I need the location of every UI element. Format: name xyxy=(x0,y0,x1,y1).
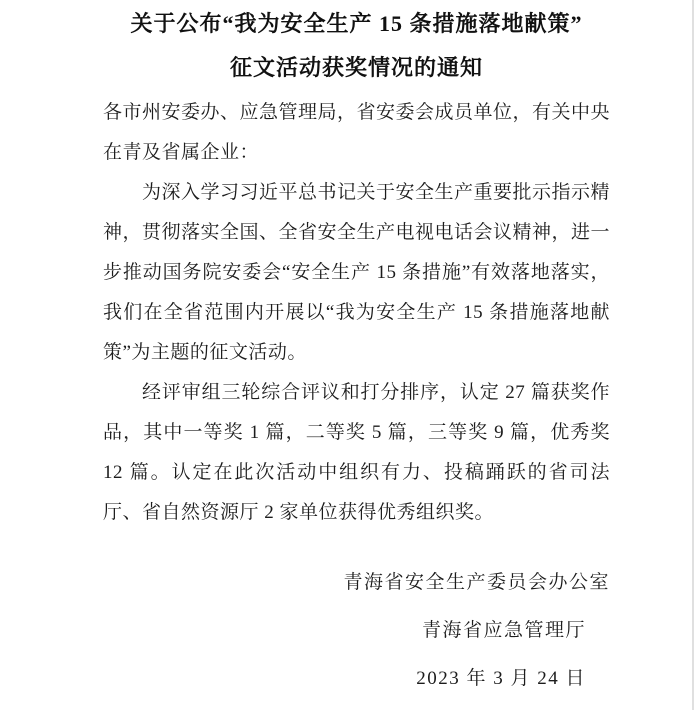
signature-date: 2023 年 3 月 24 日 xyxy=(416,668,586,689)
title-line-1: 关于公布“我为安全生产 15 条措施落地献策” xyxy=(130,11,583,36)
signature-org-2: 青海省应急管理厅 xyxy=(421,620,586,641)
signature-org-1: 青海省安全生产委员会办公室 xyxy=(343,572,610,593)
signature-block xyxy=(103,559,610,703)
document-content xyxy=(103,0,610,703)
page-edge-line xyxy=(692,0,694,710)
body-paragraph-1: 为深入学习习近平总书记关于安全生产重要批示指示精神，贯彻落实全国、全省安全生产电视电话会议精神，进一步推动国务院安委会“安全生产 15 条措施”有效落地落实，我们在全省范围内开展以“我为安全生产 15 条措施落地献策”为主题的征文活动。 xyxy=(103,182,611,363)
salutation: 各市州安委办、应急管理局，省安委会成员单位，有关中央在青及省属企业： xyxy=(103,102,611,163)
document-title xyxy=(103,2,610,90)
title-line-2: 征文活动获奖情况的通知 xyxy=(229,55,483,80)
body-paragraph-2: 经评审组三轮综合评议和打分排序，认定 27 篇获奖作品，其中一等奖 1 篇，二等奖 5 篇，三等奖 9 篇，优秀奖 12 篇。认定在此次活动中组织有力、投稿踊跃的省司法厅、省自然资源厅 2 家单位获得优秀组织奖。 xyxy=(103,382,610,523)
